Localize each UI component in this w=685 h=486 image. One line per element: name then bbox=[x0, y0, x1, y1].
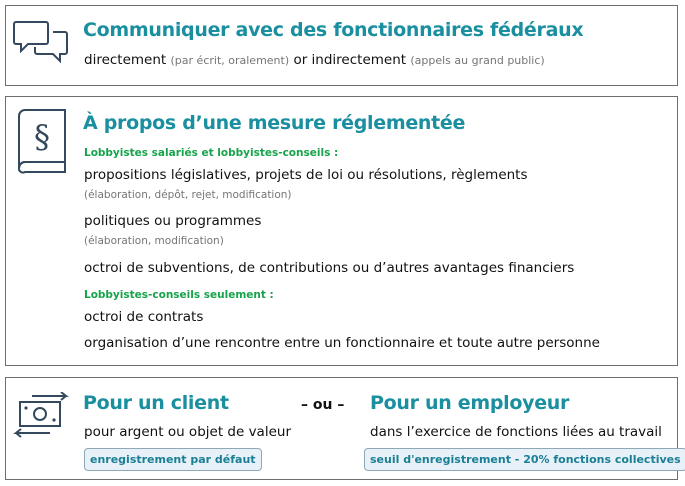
group1-label: Lobbyistes salariés et lobbyistes-conseils : bbox=[84, 147, 339, 159]
communication-modes bbox=[84, 52, 545, 68]
employer-description: dans l’exercice de fonctions liées au travail bbox=[370, 424, 662, 440]
list-item-note: (élaboration, modification) bbox=[84, 235, 224, 247]
list-item: octroi de subventions, de contributions ou d’autres avantages financiers bbox=[84, 260, 575, 276]
list-item-note: (élaboration, dépôt, rejet, modification) bbox=[84, 189, 292, 201]
indirect-label: indirectement bbox=[311, 52, 407, 68]
group2-label: Lobbyistes-conseils seulement : bbox=[84, 289, 274, 301]
client-employer-panel bbox=[5, 377, 681, 480]
direct-note: (par écrit, oralement) bbox=[170, 54, 290, 67]
panel2-title: À propos d’une mesure réglementée bbox=[83, 112, 466, 134]
svg-text:§: § bbox=[34, 118, 50, 156]
communication-panel bbox=[5, 5, 678, 86]
client-badge: enregistrement par défaut bbox=[84, 448, 262, 471]
employer-badge: seuil d'enregistrement - 20% fonctions collectives bbox=[364, 448, 685, 471]
or-separator: – ou – bbox=[301, 397, 345, 413]
list-item: politiques ou programmes bbox=[84, 213, 262, 229]
list-item: propositions législatives, projets de loi ou résolutions, règlements bbox=[84, 167, 528, 183]
client-title: Pour un client bbox=[83, 392, 229, 414]
speech-bubbles-icon bbox=[13, 18, 69, 64]
list-item: organisation d’une rencontre entre un fonctionnaire et toute autre personne bbox=[84, 335, 600, 351]
money-exchange-icon bbox=[12, 392, 70, 438]
regulated-measure-panel bbox=[5, 96, 678, 366]
direct-label: directement bbox=[84, 52, 167, 68]
or-label: or bbox=[293, 52, 308, 68]
list-item: octroi de contrats bbox=[84, 309, 204, 325]
indirect-note: (appels au grand public) bbox=[410, 54, 545, 67]
client-description: pour argent ou objet de valeur bbox=[84, 424, 291, 440]
employer-title: Pour un employeur bbox=[370, 392, 570, 414]
panel1-title: Communiquer avec des fonctionnaires fédéraux bbox=[83, 19, 584, 41]
law-book-section-icon bbox=[13, 108, 71, 174]
